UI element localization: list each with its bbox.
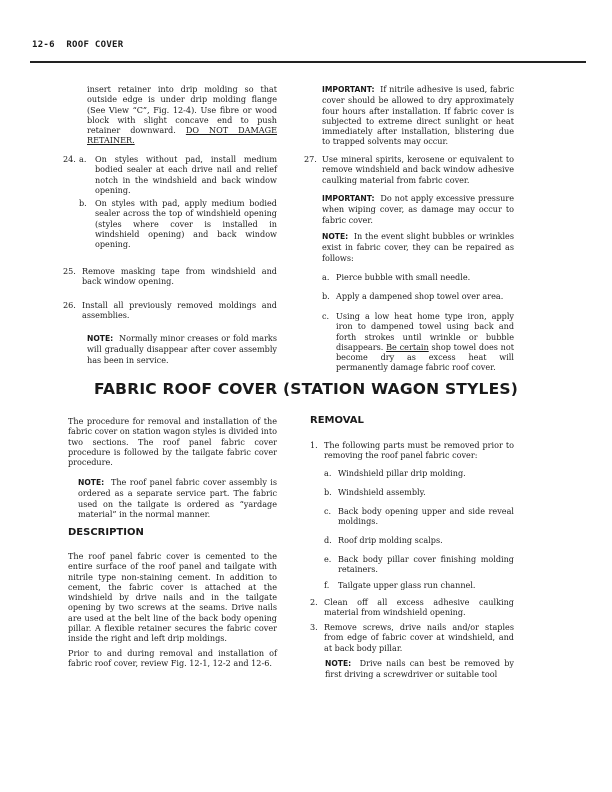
repair-step-a: Pierce bubble with small needle. bbox=[336, 272, 471, 282]
list-item: Back body pillar cover finishing molding retainers. bbox=[338, 554, 514, 575]
repair-step-b: Apply a dampened shop towel over area. bbox=[336, 291, 504, 301]
step-23-continuation bbox=[87, 84, 277, 146]
important-pressure bbox=[322, 193, 514, 225]
removal-heading: REMOVAL bbox=[310, 415, 364, 426]
prior-paragraph: Prior to and during removal and installation of fabric roof cover, review Fig. 12-1, 12-2 and 12-6. bbox=[68, 648, 277, 669]
description-paragraph: The roof panel fabric cover is cemented to the entire surface of the roof panel and tailgate with nitrile type non-staining cement. In addition to cement, the fabric cover is attached at the windshield by drive nails and in the tailgate opening by two screws at the seams. Drive nails are used at the belt line of the back body opening pillar. A flexible retainer secures the fabric cover inside the right and left drip moldings. bbox=[68, 551, 277, 644]
step-number: 25. bbox=[63, 266, 76, 276]
step-number: 24. bbox=[63, 154, 76, 164]
step-24b: On styles with pad, apply medium bodied sealer across the top of windshield opening (styles where cover is installed in windshield opening) and back window opening. bbox=[95, 198, 277, 250]
note-label: NOTE: bbox=[322, 232, 349, 241]
note-creases bbox=[87, 333, 277, 365]
intro-paragraph: The procedure for removal and installation of the fabric cover on station wagon styles is divided into two sections. The roof panel fabric cover procedure is followed by the tailgate fabric cover procedure. bbox=[68, 416, 277, 468]
section-name: ROOF COVER bbox=[66, 40, 124, 50]
sub-label: b. bbox=[322, 291, 330, 301]
step-number: 26. bbox=[63, 300, 76, 310]
step-number: 2. bbox=[310, 597, 318, 607]
important-label: IMPORTANT: bbox=[322, 194, 375, 203]
note-text: The roof panel fabric cover assembly is ordered as a separate service part. The fabric used on the tailgate is ordered as “yardage material” in the normal manner. bbox=[78, 477, 277, 519]
sub-label: b. bbox=[324, 487, 332, 497]
note-text: In the event slight bubbles or wrinkles exist in fabric cover, they can be repaired as follows: bbox=[322, 231, 514, 263]
removal-step-2: Clean off all excess adhesive caulking material from windshield opening. bbox=[324, 597, 514, 618]
step-24a: On styles without pad, install medium bodied sealer at each drive nail and relief notch in the windshield and back window opening. bbox=[95, 154, 277, 195]
note-drive-nails bbox=[325, 658, 514, 680]
sub-label: e. bbox=[324, 554, 332, 564]
emphasis: Be certain bbox=[386, 341, 429, 352]
header-rule bbox=[30, 61, 586, 63]
sub-label: c. bbox=[322, 311, 330, 321]
note-bubbles bbox=[322, 231, 514, 263]
note-label: NOTE: bbox=[325, 659, 352, 668]
sub-label: a. bbox=[79, 154, 87, 164]
important-nitrile bbox=[322, 84, 514, 147]
sub-label: f. bbox=[324, 580, 330, 590]
step-25: Remove masking tape from windshield and back window opening. bbox=[82, 266, 277, 287]
text: Using a low heat home type iron, apply iron to dampened towel using back and forth strokes until wrinkle or bubble disappears. bbox=[336, 311, 514, 352]
repair-step-c bbox=[336, 311, 514, 373]
warning-text: DO NOT DAMAGE RETAINER. bbox=[87, 125, 278, 146]
sub-label: d. bbox=[324, 535, 332, 545]
removal-step-3: Remove screws, drive nails and/or staples from edge of fabric cover at windshield, and at back body pillar. bbox=[324, 622, 514, 653]
note-label: NOTE: bbox=[87, 334, 114, 343]
note-service-part bbox=[78, 477, 277, 519]
sub-label: a. bbox=[324, 468, 332, 478]
list-item: Tailgate upper glass run channel. bbox=[338, 580, 476, 590]
step-number: 3. bbox=[310, 622, 318, 632]
sub-label: c. bbox=[324, 506, 332, 516]
sub-label: b. bbox=[79, 198, 87, 208]
page-header bbox=[32, 40, 124, 50]
step-26: Install all previously removed moldings and assemblies. bbox=[82, 300, 277, 321]
section-title: FABRIC ROOF COVER (STATION WAGON STYLES) bbox=[93, 380, 519, 398]
note-text: Normally minor creases or fold marks will gradually disappear after cover assembly has been in service. bbox=[87, 333, 277, 365]
description-heading: DESCRIPTION bbox=[68, 527, 144, 538]
list-item: Roof drip molding scalps. bbox=[338, 535, 443, 545]
step-27: Use mineral spirits, kerosene or equivalent to remove windshield and back window adhesive caulking material from fabric cover. bbox=[322, 154, 514, 185]
text: insert retainer into drip molding so that outside edge is under drip molding flange (See View “C”, Fig. 12-4). Use fibre or wood block with slight concave end to push retainer downward. bbox=[87, 84, 277, 136]
list-item: Back body opening upper and side reveal moldings. bbox=[338, 506, 514, 527]
step-number: 1. bbox=[310, 440, 318, 450]
important-label: IMPORTANT: bbox=[322, 85, 375, 94]
list-item: Windshield pillar drip molding. bbox=[338, 468, 466, 478]
removal-step-1: The following parts must be removed prior to removing the roof panel fabric cover: bbox=[324, 440, 514, 461]
list-item: Windshield assembly. bbox=[338, 487, 426, 497]
important-text: If nitrile adhesive is used, fabric cover should be allowed to dry approximately four hours after installation. If fabric cover is subjected to extreme direct sunlight or heat immediately after installation, blistering due to trapped solvents may occur. bbox=[322, 84, 514, 147]
text: shop towel does not become dry as excess heat will permanently damage fabric roof cover. bbox=[336, 341, 514, 373]
note-label: NOTE: bbox=[78, 478, 105, 487]
sub-label: a. bbox=[322, 272, 330, 282]
page-number: 12-6 bbox=[32, 40, 55, 50]
step-number: 27. bbox=[304, 154, 317, 164]
note-text: Drive nails can best be removed by first driving a screwdriver or suitable tool bbox=[325, 658, 514, 680]
important-text: Do not apply excessive pressure when wiping cover, as damage may occur to fabric cover. bbox=[322, 193, 514, 225]
